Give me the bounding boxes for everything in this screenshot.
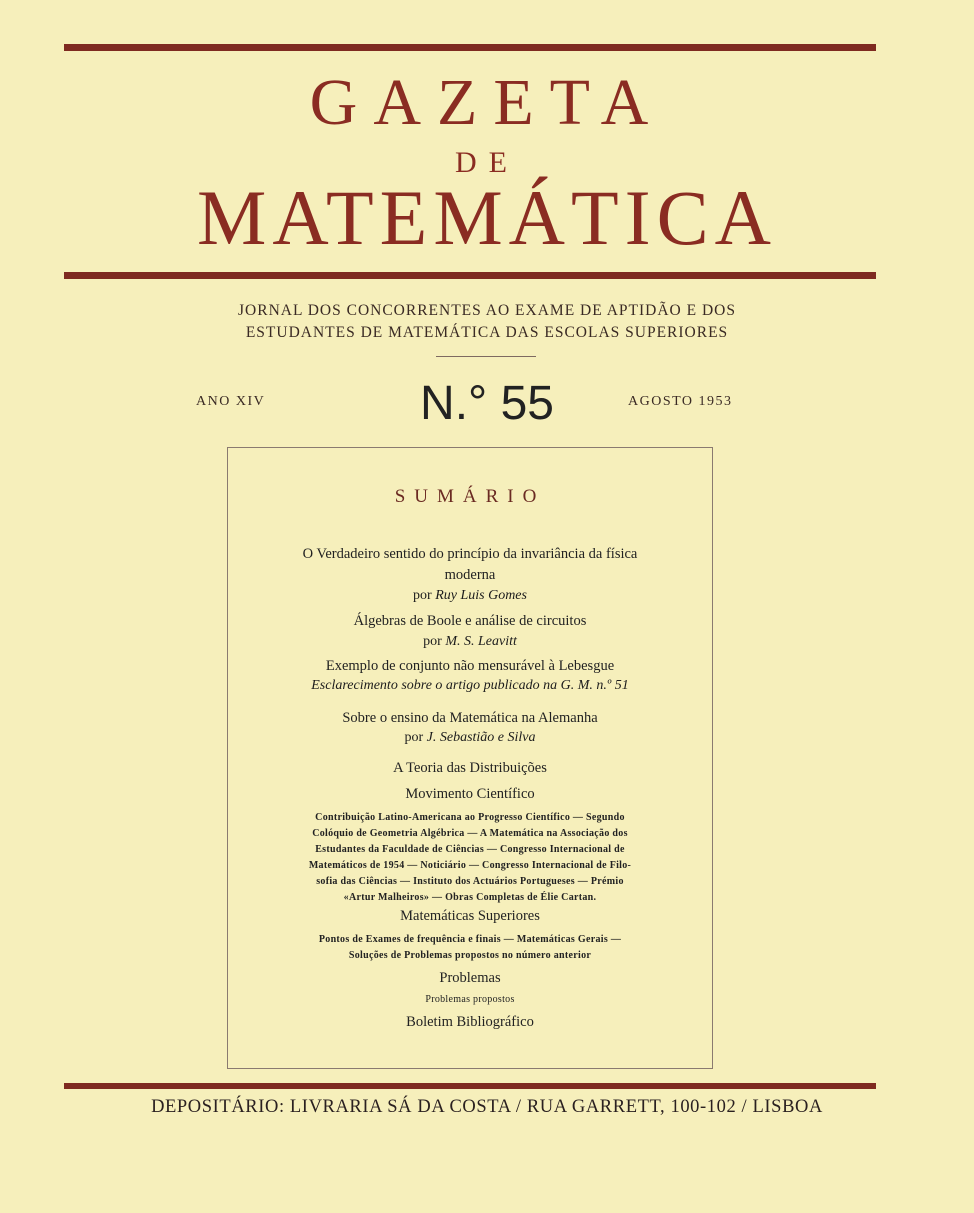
summary-item-8-detail: Problemas propostos bbox=[425, 994, 515, 1005]
summary-item-6-detail: sofia das Ciências — Instituto dos Actuários Portugueses — Prémio bbox=[316, 876, 624, 887]
summary-item-6-detail: Contribuição Latino-Americana ao Progresso Científico — Segundo bbox=[315, 812, 625, 823]
summary-item-3-title: Exemplo de conjunto não mensurável à Lebesgue bbox=[325, 658, 615, 674]
masthead-title-matematica: MATEMÁTICA bbox=[197, 174, 777, 261]
subtitle-line-1: JORNAL DOS CONCORRENTES AO EXAME DE APTIDÃO E DOS bbox=[238, 302, 736, 319]
summary-heading: SUMÁRIO bbox=[394, 486, 546, 507]
subtitle-line-2: ESTUDANTES DE MATEMÁTICA DAS ESCOLAS SUPERIORES bbox=[245, 324, 729, 341]
by-label: por bbox=[404, 730, 424, 745]
summary-item-4-author: J. Sebastião e Silva bbox=[426, 730, 536, 745]
summary-item-5-title: A Teoria das Distribuições bbox=[393, 760, 547, 776]
footer-depositario: DEPOSITÁRIO: LIVRARIA SÁ DA COSTA / RUA GARRETT, 100-102 / LISBOA bbox=[151, 1097, 823, 1117]
by-label: por bbox=[423, 634, 442, 649]
summary-item-1-title-cont: moderna bbox=[444, 567, 496, 583]
title-rule bbox=[64, 272, 876, 279]
summary-item-7-detail: Soluções de Problemas propostos no número anterior bbox=[348, 950, 592, 961]
short-divider bbox=[436, 356, 536, 357]
top-rule bbox=[64, 44, 876, 51]
masthead-title-gazeta: GAZETA bbox=[309, 66, 665, 139]
summary-item-6-detail: Estudantes da Faculdade de Ciências — Congresso Internacional de bbox=[315, 844, 625, 855]
bottom-rule bbox=[64, 1083, 876, 1089]
issue-date: AGOSTO 1953 bbox=[628, 394, 733, 409]
summary-item-3-note: Esclarecimento sobre o artigo publicado na G. M. n.º 51 bbox=[311, 678, 629, 693]
summary-box bbox=[227, 447, 713, 1069]
summary-item-4-title: Sobre o ensino da Matemática na Alemanha bbox=[342, 710, 598, 726]
issue-number: N.° 55 bbox=[420, 377, 554, 430]
summary-item-2-title: Álgebras de Boole e análise de circuitos bbox=[353, 613, 587, 629]
summary-item-7-detail: Pontos de Exames de frequência e finais — Matemáticas Gerais — bbox=[318, 934, 622, 945]
masthead-title-de: DE bbox=[455, 146, 519, 179]
summary-item-2-author: M. S. Leavitt bbox=[445, 634, 517, 649]
summary-item-1-byline bbox=[228, 588, 712, 604]
summary-item-9-title: Boletim Bibliográfico bbox=[406, 1014, 534, 1030]
by-label: por bbox=[413, 588, 432, 603]
summary-item-7-title: Matemáticas Superiores bbox=[400, 908, 540, 924]
summary-item-6-title: Movimento Científico bbox=[405, 786, 535, 802]
summary-item-6-detail: Colóquio de Geometria Algébrica — A Matemática na Associação dos bbox=[312, 828, 628, 839]
summary-item-2-byline bbox=[228, 634, 712, 650]
summary-item-4-byline bbox=[228, 730, 712, 746]
issue-year: ANO XIV bbox=[196, 394, 266, 409]
summary-item-1-author: Ruy Luis Gomes bbox=[435, 588, 527, 603]
summary-item-1-title: O Verdadeiro sentido do princípio da invariância da física bbox=[302, 546, 638, 562]
summary-item-8-title: Problemas bbox=[439, 970, 501, 986]
summary-item-6-detail: «Artur Malheiros» — Obras Completas de Élie Cartan. bbox=[343, 892, 597, 903]
summary-item-6-detail: Matemáticos de 1954 — Noticiário — Congresso Internacional de Filo- bbox=[308, 860, 632, 871]
